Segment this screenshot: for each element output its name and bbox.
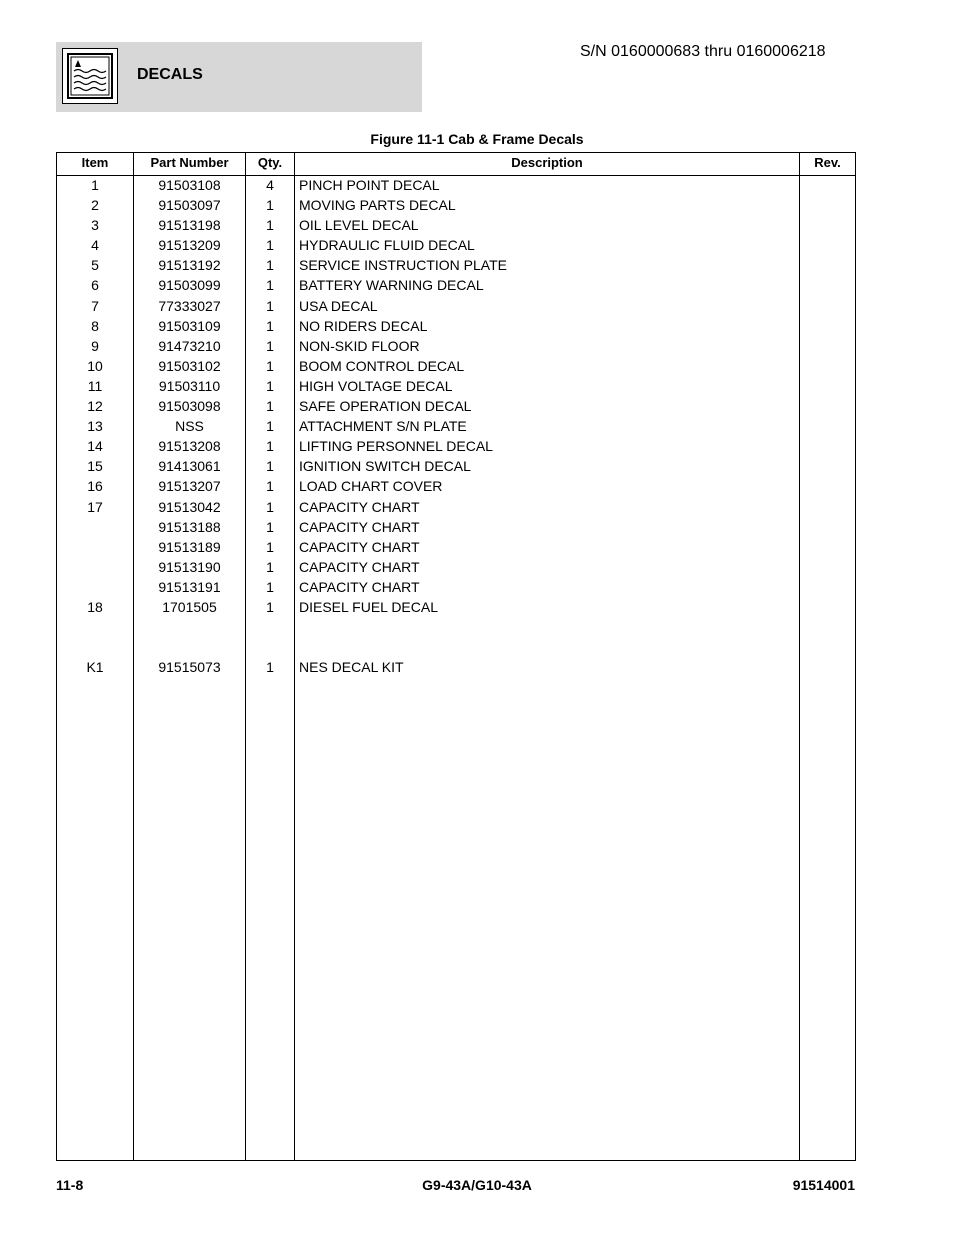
description-cell: CAPACITY CHART [299,498,420,515]
part-number-cell: 91503098 [158,398,221,415]
description-cell: LIFTING PERSONNEL DECAL [299,438,493,455]
description-cell: NON-SKID FLOOR [299,337,420,354]
table-row [57,215,855,235]
qty-cell: 1 [266,598,274,615]
description-cell: DIESEL FUEL DECAL [299,598,439,615]
qty-cell: 1 [266,237,274,254]
qty-cell: 1 [266,518,274,535]
column-header-part-number: Part Number [150,155,229,170]
qty-cell: 1 [266,418,274,435]
table-row [57,557,855,577]
part-number-cell: 91513188 [158,518,221,535]
part-number-cell: NSS [175,418,204,435]
description-cell: BATTERY WARNING DECAL [299,277,484,294]
table-row [57,497,855,517]
table-row [57,195,855,215]
item-cell: 12 [87,398,103,415]
column-header-qty: Qty. [257,155,283,170]
description-cell: MOVING PARTS DECAL [299,197,456,214]
page-number: 11-8 [56,1177,84,1193]
item-cell: 3 [91,217,99,234]
item-cell: 11 [87,377,103,394]
qty-cell: 1 [266,217,274,234]
qty-cell: 1 [266,377,274,394]
table-row [57,577,855,597]
parts-table [56,152,856,1161]
item-cell: 8 [91,317,99,334]
part-number-cell: 91513207 [158,478,221,495]
table-row [57,175,855,195]
description-cell: NES DECAL KIT [299,659,404,676]
part-number-cell: 77333027 [158,297,221,314]
description-cell: LOAD CHART COVER [299,478,443,495]
item-cell: K1 [86,659,104,676]
section-title: DECALS [137,66,203,83]
table-row [57,537,855,557]
item-cell: 14 [87,438,103,455]
column-header-rev: Rev. [814,155,841,170]
table-row [57,255,855,275]
qty-cell: 1 [266,357,274,374]
qty-cell: 1 [266,438,274,455]
part-number-cell: 91503108 [158,177,221,193]
part-number-cell: 91515073 [158,659,221,676]
item-cell: 13 [87,418,103,435]
qty-cell: 4 [266,177,274,193]
table-row [57,476,855,496]
description-cell: HYDRAULIC FLUID DECAL [299,237,475,254]
part-number-cell: 91503097 [158,197,221,214]
table-body [57,175,855,677]
part-number-cell: 91503102 [158,357,221,374]
item-cell: 6 [91,277,99,294]
decal-section-icon [62,48,118,104]
description-cell: BOOM CONTROL DECAL [299,357,465,374]
item-cell: 18 [87,598,103,615]
table-row [57,456,855,476]
part-number-cell: 1701505 [162,598,217,615]
qty-cell: 1 [266,538,274,555]
qty-cell: 1 [266,297,274,314]
part-number-cell: 91513208 [158,438,221,455]
description-cell: USA DECAL [299,297,378,314]
description-cell: CAPACITY CHART [299,558,420,575]
part-number-cell: 91513209 [158,237,221,254]
qty-cell: 1 [266,337,274,354]
item-cell: 1 [91,177,99,193]
manual-number: 91514001 [792,1177,855,1193]
description-cell: OIL LEVEL DECAL [299,217,419,234]
description-cell: HIGH VOLTAGE DECAL [299,377,453,394]
item-cell: 7 [91,297,99,314]
table-row [57,436,855,456]
part-number-cell: 91503109 [158,317,221,334]
table-row [57,235,855,255]
table-row [57,396,855,416]
serial-number-range: S/N 0160000683 thru 0160006218 [580,43,826,60]
description-cell: CAPACITY CHART [299,538,420,555]
part-number-cell: 91473210 [158,337,221,354]
description-cell: SERVICE INSTRUCTION PLATE [299,257,507,274]
part-number-cell: 91513198 [158,217,221,234]
description-cell: CAPACITY CHART [299,578,420,595]
qty-cell: 1 [266,458,274,475]
table-row [57,336,855,356]
column-header-item: Item [81,155,109,170]
qty-cell: 1 [266,398,274,415]
table-row [57,657,855,677]
item-cell: 17 [87,498,103,515]
figure-title: Figure 11-1 Cab & Frame Decals [370,131,584,147]
table-row [57,275,855,295]
item-cell: 15 [87,458,103,475]
table-row [57,376,855,396]
qty-cell: 1 [266,498,274,515]
part-number-cell: 91513042 [158,498,221,515]
part-number-cell: 91513192 [158,257,221,274]
table-row [57,517,855,537]
item-cell: 5 [91,257,99,274]
description-cell: CAPACITY CHART [299,518,420,535]
model-number: G9-43A/G10-43A [422,1177,532,1193]
table-row [57,637,855,657]
item-cell: 9 [91,337,99,354]
part-number-cell: 91513190 [158,558,221,575]
qty-cell: 1 [266,478,274,495]
part-number-cell: 91413061 [158,458,221,475]
description-cell: ATTACHMENT S/N PLATE [299,418,467,435]
table-row [57,416,855,436]
table-row [57,316,855,336]
part-number-cell: 91503099 [158,277,221,294]
qty-cell: 1 [266,317,274,334]
qty-cell: 1 [266,277,274,294]
qty-cell: 1 [266,578,274,595]
section-header-band [56,42,422,112]
description-cell: IGNITION SWITCH DECAL [299,458,471,475]
qty-cell: 1 [266,197,274,214]
table-row [57,356,855,376]
part-number-cell: 91503110 [158,377,221,394]
part-number-cell: 91513189 [158,538,221,555]
qty-cell: 1 [266,558,274,575]
qty-cell: 1 [266,257,274,274]
description-cell: SAFE OPERATION DECAL [299,398,472,415]
description-cell: NO RIDERS DECAL [299,317,428,334]
item-cell: 4 [91,237,99,254]
table-row [57,296,855,316]
description-cell: PINCH POINT DECAL [299,177,440,193]
part-number-cell: 91513191 [158,578,221,595]
column-header-description: Description [511,155,583,170]
item-cell: 16 [87,478,103,495]
item-cell: 2 [91,197,99,214]
qty-cell: 1 [266,659,274,676]
table-row [57,597,855,617]
item-cell: 10 [87,357,103,374]
table-row [57,617,855,637]
